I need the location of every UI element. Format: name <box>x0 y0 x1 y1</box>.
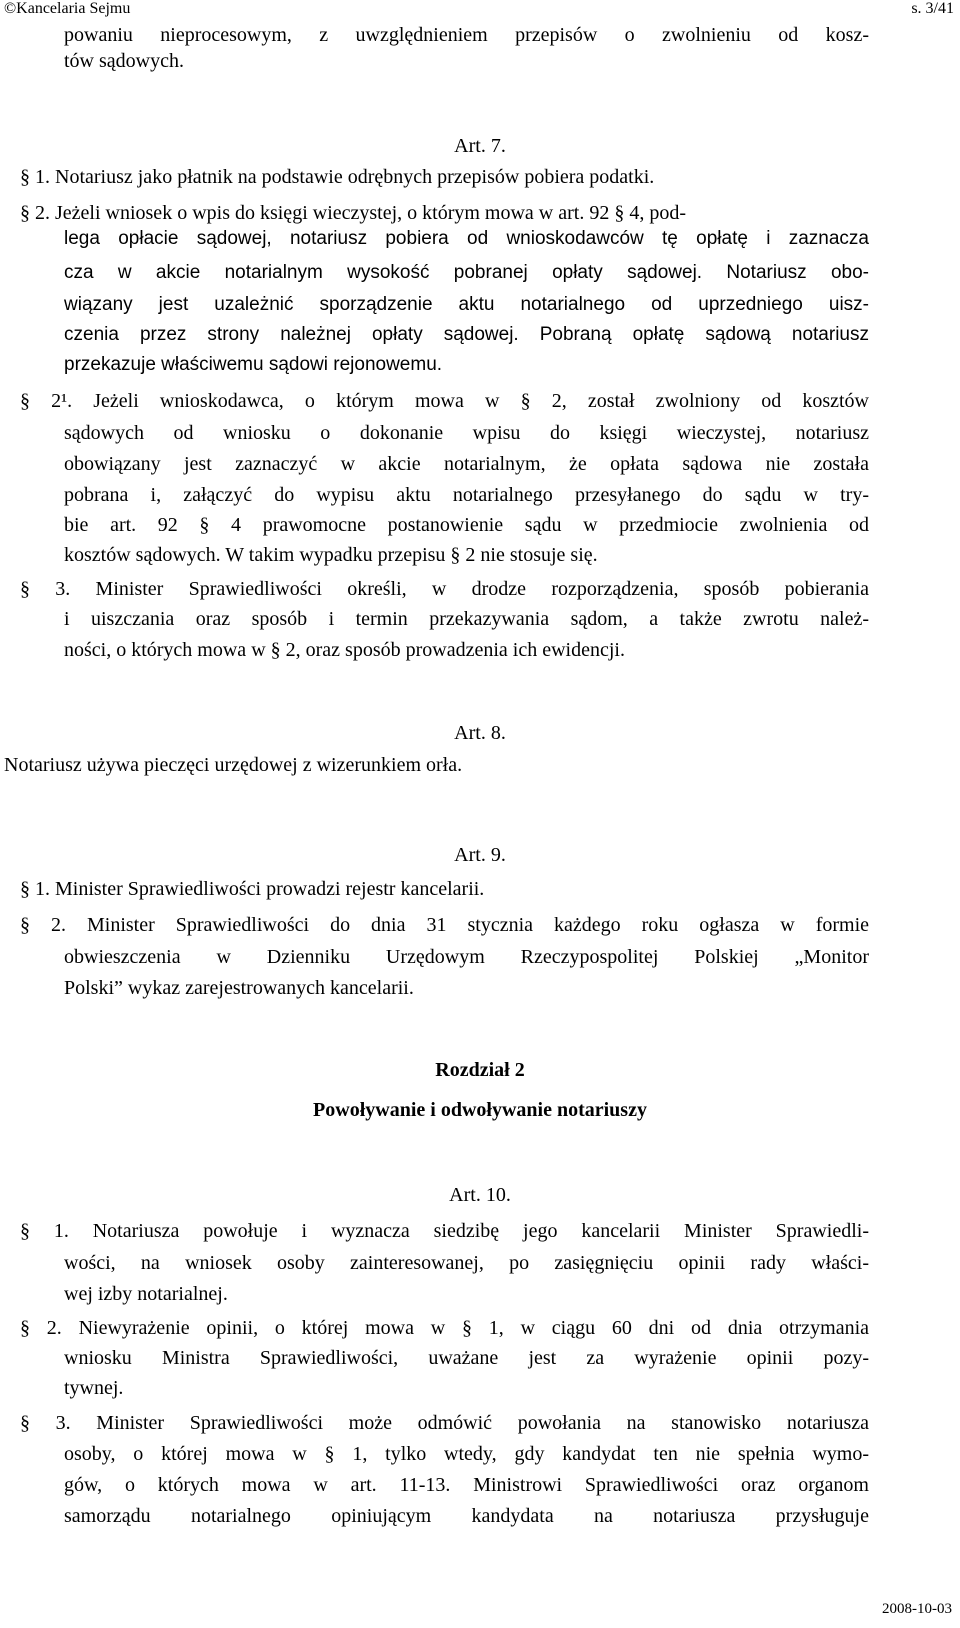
paragraph-line: pobrana i, załączyć do wypisu aktu notarialnego przesyłanego do sądu w try- <box>64 484 869 506</box>
paragraph-line: bie art. 92 § 4 prawomocne postanowienie sądu w przedmiocie zwolnienia od <box>64 514 869 536</box>
page-footer-date: 2008-10-03 <box>882 1601 952 1617</box>
paragraph-line: i uiszczania oraz sposób i termin przekazywania sądom, a także zwrotu należ- <box>64 608 869 630</box>
paragraph-line: gów, o których mowa w art. 11-13. Ministrowi Sprawiedliwości oraz organom <box>64 1474 869 1496</box>
page-header-left: ©Kancelaria Sejmu <box>4 0 131 17</box>
paragraph-line: § 2. Jeżeli wniosek o wpis do księgi wieczystej, o którym mowa w art. 92 § 4, pod- <box>20 202 686 224</box>
paragraph-line: wiązany jest uzależnić sporządzenie aktu notarialnego od uprzedniego uisz- <box>64 294 869 315</box>
paragraph-line: § 1. Minister Sprawiedliwości prowadzi rejestr kancelarii. <box>20 878 485 900</box>
paragraph-line: Polski” wykaz zarejestrowanych kancelarii. <box>64 977 414 999</box>
paragraph-line: § 1. Notariusza powołuje i wyznacza siedzibę jego kancelarii Minister Sprawiedli- <box>20 1220 869 1242</box>
paragraph-line: osoby, o której mowa w § 1, tylko wtedy, gdy kandydat ten nie spełnia wymo- <box>64 1443 869 1465</box>
paragraph-line: obowiązany jest zaznaczyć w akcie notarialnym, że opłata sądowa nie została <box>64 453 869 475</box>
paragraph-line: ności, o których mowa w § 2, oraz sposób prowadzenia ich ewidencji. <box>64 639 625 661</box>
paragraph-line: sądowych od wniosku o dokonanie wpisu do księgi wieczystej, notariusz <box>64 422 869 444</box>
chapter-title: Powoływanie i odwoływanie notariuszy <box>313 1099 647 1121</box>
paragraph-line: § 3. Minister Sprawiedliwości może odmówić powołania na stanowisko notariusza <box>20 1412 869 1434</box>
text-line: tów sądowych. <box>64 50 184 72</box>
paragraph-line: samorządu notarialnego opiniującym kandydata na notariusza przysługuje <box>64 1505 869 1527</box>
article-heading: Art. 10. <box>449 1184 511 1206</box>
paragraph-line: przekazuje właściwemu sądowi rejonowemu. <box>64 354 443 375</box>
paragraph-line: obwieszczenia w Dzienniku Urzędowym Rzeczypospolitej Polskiej „Monitor <box>64 946 869 968</box>
paragraph-line: wniosku Ministra Sprawiedliwości, uważane jest za wyrażenie opinii pozy- <box>64 1347 869 1369</box>
paragraph-line: wości, na wniosek osoby zainteresowanej, po zasięgnięciu opinii rady właści- <box>64 1252 869 1274</box>
paragraph-line: kosztów sądowych. W takim wypadku przepisu § 2 nie stosuje się. <box>64 544 598 566</box>
page-header-right: s. 3/41 <box>911 0 954 17</box>
paragraph-line: wej izby notarialnej. <box>64 1283 228 1305</box>
paragraph-line: Notariusz używa pieczęci urzędowej z wizerunkiem orła. <box>4 754 463 776</box>
paragraph-line: § 2. Niewyrażenie opinii, o której mowa w § 1, w ciągu 60 dni od dnia otrzymania <box>20 1317 869 1339</box>
article-heading: Art. 9. <box>454 844 506 866</box>
paragraph-line: czenia przez strony należnej opłaty sądowej. Pobraną opłatę sądową notariusz <box>64 324 869 345</box>
paragraph-line: § 2. Minister Sprawiedliwości do dnia 31 stycznia każdego roku ogłasza w formie <box>20 914 869 936</box>
chapter-heading: Rozdział 2 <box>435 1059 525 1081</box>
text-line: powaniu nieprocesowym, z uwzględnieniem przepisów o zwolnieniu od kosz- <box>64 24 869 46</box>
paragraph-line: § 1. Notariusz jako płatnik na podstawie odrębnych przepisów pobiera podatki. <box>20 166 655 188</box>
paragraph-line: lega opłacie sądowej, notariusz pobiera od wnioskodawców tę opłatę i zaznacza <box>64 228 869 249</box>
paragraph-line: § 2¹. Jeżeli wnioskodawca, o którym mowa w § 2, został zwolniony od kosztów <box>20 390 869 412</box>
paragraph-line: tywnej. <box>64 1377 124 1399</box>
article-heading: Art. 8. <box>454 722 506 744</box>
paragraph-line: cza w akcie notarialnym wysokość pobranej opłaty sądowej. Notariusz obo- <box>64 262 869 283</box>
paragraph-line: § 3. Minister Sprawiedliwości określi, w drodze rozporządzenia, sposób pobierania <box>20 578 869 600</box>
article-heading: Art. 7. <box>454 135 506 157</box>
